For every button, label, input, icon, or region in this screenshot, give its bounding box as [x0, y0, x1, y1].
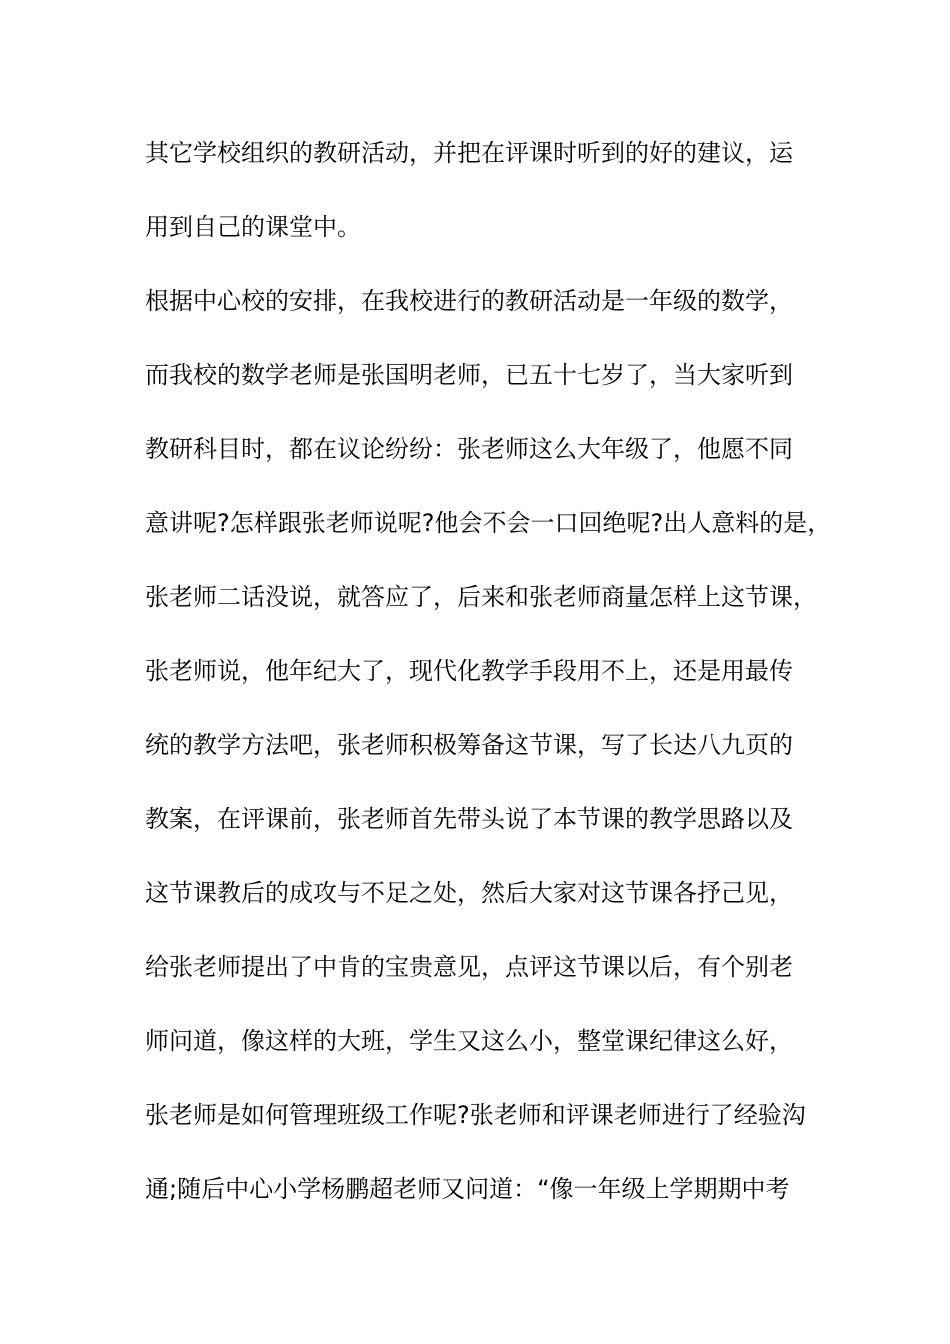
- text-line: 张老师说，他年纪大了，现代化教学手段用不上，还是用最传: [145, 657, 793, 685]
- text-line: 教案，在评课前，张老师首先带头说了本节课的教学思路以及: [145, 805, 793, 833]
- text-line: 教研科目时，都在议论纷纷：张老师这么大年级了，他愿不同: [145, 435, 793, 463]
- text-line: 张老师二话没说，就答应了，后来和张老师商量怎样上这节课，: [145, 583, 817, 611]
- text-line: 用到自己的课堂中。: [145, 213, 361, 241]
- text-line: 给张老师提出了中肯的宝贵意见，点评这节课以后，有个别老: [145, 953, 793, 981]
- text-line: 统的教学方法吧，张老师积极筹备这节课，写了长达八九页的: [145, 731, 793, 759]
- text-line: 根据中心校的安排，在我校进行的教研活动是一年级的数学，: [145, 287, 793, 315]
- text-line: 张老师是如何管理班级工作呢?张老师和评课老师进行了经验沟: [145, 1101, 806, 1129]
- text-line: 意讲呢?怎样跟张老师说呢?他会不会一口回绝呢?出人意料的是，: [145, 509, 832, 537]
- text-line: 师问道，像这样的大班，学生又这么小，整堂课纪律这么好，: [145, 1027, 793, 1055]
- text-line: 这节课教后的成攻与不足之处，然后大家对这节课各抒己见，: [145, 879, 793, 907]
- text-line: 通;随后中心小学杨鹏超老师又问道：“像一年级上学期期中考: [145, 1175, 790, 1203]
- text-line: 而我校的数学老师是张国明老师，已五十七岁了，当大家听到: [145, 361, 793, 389]
- text-line: 其它学校组织的教研活动，并把在评课时听到的好的建议，运: [145, 139, 793, 167]
